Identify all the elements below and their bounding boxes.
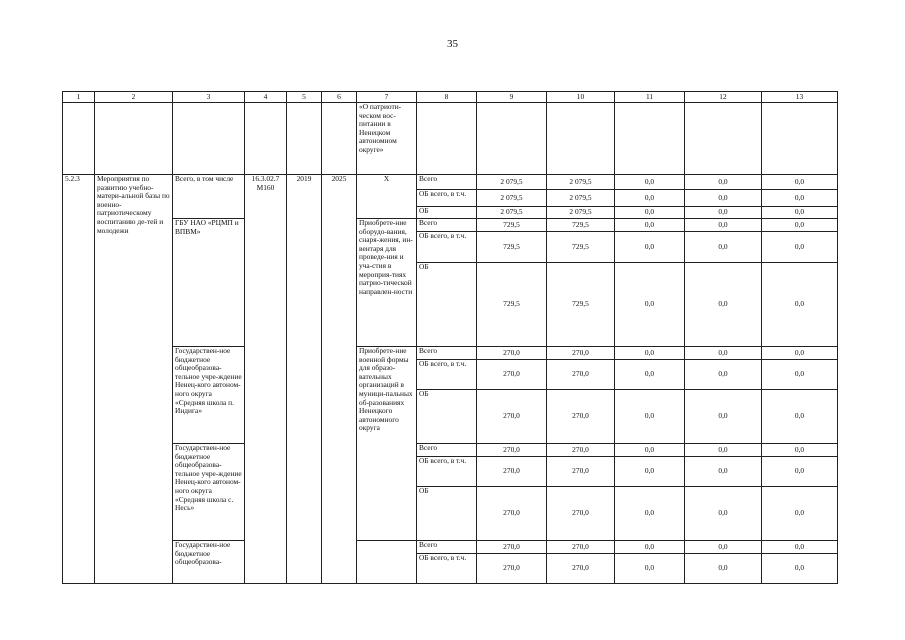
value-cell: 729,5	[547, 232, 615, 263]
empty-cell	[245, 103, 287, 175]
empty-cell	[762, 103, 838, 175]
table-row	[63, 444, 838, 457]
value-cell: 2 079,5	[547, 190, 615, 207]
item-name: Мероприятия по развитию учебно-матери-альной базы по военно-патриотическому воспитанию де-тей и молодежи	[95, 175, 173, 584]
value-cell: 729,5	[547, 219, 615, 232]
empty-cell	[615, 103, 685, 175]
value-cell: 0,0	[615, 219, 685, 232]
value-cell: 0,0	[762, 360, 838, 390]
funding-label: Всего	[417, 347, 477, 360]
value-cell: 0,0	[685, 263, 762, 347]
value-cell: 0,0	[685, 219, 762, 232]
value-cell: 0,0	[685, 554, 762, 584]
value-cell: 270,0	[547, 347, 615, 360]
schools-col7: Приобрете-ние военной формы для образо-вательных организаций в муници-пальных об-разованиях Ненецкого автономного округа	[357, 347, 417, 541]
value-cell: 0,0	[762, 207, 838, 219]
funding-label: ОБ всего, в т.ч.	[417, 554, 477, 584]
value-cell: 0,0	[685, 541, 762, 554]
value-cell: 0,0	[685, 444, 762, 457]
value-cell: 270,0	[477, 444, 547, 457]
value-cell: 0,0	[615, 390, 685, 444]
value-cell: 0,0	[762, 487, 838, 541]
value-cell: 0,0	[615, 457, 685, 487]
value-cell: 0,0	[615, 541, 685, 554]
funding-label: ОБ всего, в т.ч.	[417, 232, 477, 263]
value-cell: 2 079,5	[547, 175, 615, 190]
main-col7: X	[357, 175, 417, 219]
value-cell: 2 079,5	[477, 190, 547, 207]
school-executor: Государствен-ное бюджетное общеобразова-	[173, 541, 245, 584]
funding-label: ОБ всего, в т.ч.	[417, 360, 477, 390]
value-cell: 270,0	[547, 444, 615, 457]
empty-cell	[173, 103, 245, 175]
value-cell: 270,0	[477, 347, 547, 360]
value-cell: 0,0	[685, 360, 762, 390]
column-header: 9	[477, 92, 547, 103]
value-cell: 0,0	[615, 190, 685, 207]
page-number: 35	[447, 38, 458, 50]
value-cell: 0,0	[615, 554, 685, 584]
value-cell: 0,0	[615, 175, 685, 190]
value-cell: 729,5	[477, 219, 547, 232]
column-header: 8	[417, 92, 477, 103]
value-cell: 0,0	[685, 190, 762, 207]
empty-cell	[287, 103, 322, 175]
table-row	[63, 347, 838, 360]
value-cell: 0,0	[615, 347, 685, 360]
value-cell: 0,0	[762, 347, 838, 360]
value-cell: 0,0	[685, 175, 762, 190]
value-cell: 270,0	[547, 390, 615, 444]
school-executor: Государствен-ное бюджетное общеобразова-тельное учре-ждение Ненец-кого автоном-ного округа «Средняя школа п. Индига»	[173, 347, 245, 444]
table-row	[63, 103, 838, 175]
value-cell: 729,5	[477, 232, 547, 263]
empty-cell	[357, 541, 417, 584]
value-cell: 270,0	[477, 360, 547, 390]
funding-label: ОБ	[417, 390, 477, 444]
column-header: 11	[615, 92, 685, 103]
value-cell: 0,0	[685, 207, 762, 219]
value-cell: 0,0	[762, 444, 838, 457]
funding-label: Всего	[417, 444, 477, 457]
column-header: 1	[63, 92, 95, 103]
column-header: 6	[322, 92, 357, 103]
budget-table	[62, 91, 838, 584]
column-header: 7	[357, 92, 417, 103]
empty-cell	[63, 103, 95, 175]
value-cell: 0,0	[615, 263, 685, 347]
value-cell: 2 079,5	[547, 207, 615, 219]
main-executor: Всего, в том числе	[173, 175, 245, 219]
value-cell: 0,0	[615, 207, 685, 219]
value-cell: 0,0	[685, 347, 762, 360]
column-header: 3	[173, 92, 245, 103]
funding-label: ОБ всего, в т.ч.	[417, 190, 477, 207]
value-cell: 0,0	[762, 554, 838, 584]
funding-label: ОБ	[417, 263, 477, 347]
table-row	[63, 219, 838, 232]
value-cell: 0,0	[615, 444, 685, 457]
value-cell: 0,0	[762, 190, 838, 207]
value-cell: 729,5	[547, 263, 615, 347]
sub-col7: Приобрете-ние оборудо-вания, снаря-жения, ин-вентаря для проведе-ния и уча-стия в мероприя-тиях патрио-тической направлен-ности	[357, 219, 417, 347]
table-row	[63, 175, 838, 190]
empty-cell	[547, 103, 615, 175]
funding-label: ОБ всего, в т.ч.	[417, 457, 477, 487]
empty-cell	[95, 103, 173, 175]
value-cell: 270,0	[477, 487, 547, 541]
year-end: 2025	[322, 175, 357, 584]
value-cell: 270,0	[477, 390, 547, 444]
school-executor: Государствен-ное бюджетное общеобразова-тельное учре-ждение Ненец-кого автоном-ного округа «Средняя школа с. Несь»	[173, 444, 245, 541]
year-start: 2019	[287, 175, 322, 584]
empty-cell	[322, 103, 357, 175]
funding-label: Всего	[417, 175, 477, 190]
funding-label: Всего	[417, 219, 477, 232]
value-cell: 270,0	[547, 487, 615, 541]
empty-cell	[417, 103, 477, 175]
value-cell: 0,0	[615, 487, 685, 541]
value-cell: 0,0	[762, 541, 838, 554]
column-header: 2	[95, 92, 173, 103]
column-header: 13	[762, 92, 838, 103]
value-cell: 0,0	[762, 232, 838, 263]
continuation-text: «О патриоти-ческом вос-питании в Ненецком автономном округе»	[357, 103, 417, 175]
empty-cell	[685, 103, 762, 175]
value-cell: 0,0	[762, 390, 838, 444]
value-cell: 270,0	[547, 360, 615, 390]
sub-executor: ГБУ НАО «РЦМП и ВПВМ»	[173, 219, 245, 347]
table-row	[63, 541, 838, 554]
value-cell: 270,0	[477, 541, 547, 554]
value-cell: 0,0	[685, 457, 762, 487]
value-cell: 0,0	[615, 232, 685, 263]
funding-label: Всего	[417, 541, 477, 554]
funding-label: ОБ	[417, 207, 477, 219]
value-cell: 270,0	[477, 554, 547, 584]
value-cell: 729,5	[477, 263, 547, 347]
column-header: 12	[685, 92, 762, 103]
value-cell: 0,0	[685, 487, 762, 541]
value-cell: 270,0	[547, 457, 615, 487]
value-cell: 0,0	[685, 390, 762, 444]
value-cell: 270,0	[547, 554, 615, 584]
value-cell: 270,0	[477, 457, 547, 487]
column-header: 5	[287, 92, 322, 103]
column-header: 10	[547, 92, 615, 103]
budget-code: 16.3.02.7 М160	[245, 175, 287, 584]
value-cell: 0,0	[685, 232, 762, 263]
value-cell: 0,0	[762, 457, 838, 487]
item-number: 5.2.3	[63, 175, 95, 584]
value-cell: 2 079,5	[477, 175, 547, 190]
value-cell: 2 079,5	[477, 207, 547, 219]
empty-cell	[477, 103, 547, 175]
value-cell: 270,0	[547, 541, 615, 554]
funding-label: ОБ	[417, 487, 477, 541]
column-header: 4	[245, 92, 287, 103]
value-cell: 0,0	[762, 219, 838, 232]
table-row	[63, 92, 838, 103]
value-cell: 0,0	[615, 360, 685, 390]
value-cell: 0,0	[762, 263, 838, 347]
value-cell: 0,0	[762, 175, 838, 190]
